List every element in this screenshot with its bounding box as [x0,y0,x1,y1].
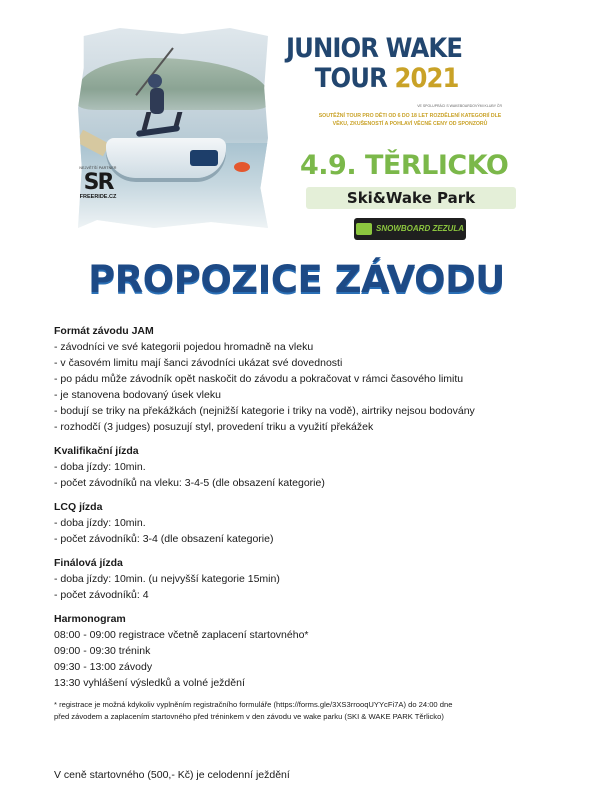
tour-subtitle [318,102,502,128]
tour-sub-tiny: VE SPOLUPRÁCI S WAKEBOARDOVÝMI KLUBY ČR [417,104,502,108]
partner-name: FREERIDE.CZ [79,194,117,200]
tour-title-line2 [286,64,484,94]
schedule-item: 09:00 - 09:30 trénink [54,645,151,657]
list-item: - doba jízdy: 10min. (u nejvyšší kategorie 15min) [54,573,280,585]
list-item: - závodníci ve své kategorii pojedou hromadně na vleku [54,341,314,353]
section-title: Finálová jízda [54,557,123,569]
event-park: Ski&Wake Park [306,187,516,209]
event-date-location: 4.9. TĚRLICKO [300,150,509,181]
list-item: - rozhodčí (3 judges) posuzují styl, provedení triku a využití překážek [54,421,374,433]
sponsor-name: SNOWBOARD ZEZULA [376,224,464,233]
list-item: - počet závodníků na vleku: 3-4-5 (dle obsazení kategorie) [54,477,325,489]
list-item: - doba jízdy: 10min. [54,517,146,529]
list-item: - v časovém limitu mají šanci závodníci ukázat své dovednosti [54,357,343,369]
tour-title-line1: JUNIOR WAKE [286,33,463,64]
rules-content [54,323,554,723]
photo-rider-head [148,74,162,88]
photo-buoy [234,162,250,172]
page-title: PROPOZICE ZÁVODU [88,258,505,301]
section-qualification [54,443,554,491]
tour-sub-text: SOUTĚŽNÍ TOUR PRO DĚTI OD 6 DO 18 LET ROZDĚLENÍ KATEGORIÍ DLE VĚKU, ZKUŠENOSTÍ A POHLAVÍ VĚCNÉ CENY OD SPONZORŮ [318,113,502,127]
section-title: Formát závodu JAM [54,325,154,337]
schedule-item: 13:30 vyhlášení výsledků a volné ježdění [54,677,245,689]
photo-rider-body [150,88,164,114]
schedule-item: 09:30 - 13:00 závody [54,661,153,673]
list-item: - je stanovena bodovaný úsek vleku [54,389,221,401]
section-schedule [54,611,554,691]
footnote-line: před závodem a zaplacením startovného před tréninkem v den závodu ve wake parku (SKI & WAKE PARK Těrlicko) [54,712,444,721]
section-title: Kvalifikační jízda [54,445,139,457]
list-item: - bodují se triky na překážkách (nejnižší kategorie i triky na vodě), airtriky nejsou bodovány [54,405,475,417]
registration-footnote [54,699,554,723]
sponsor-logo-icon [356,223,372,235]
photo-kicker-logo [190,150,218,166]
schedule-item: 08:00 - 09:00 registrace včetně zaplacení startovného* [54,629,309,641]
partner-logo [68,166,128,200]
photo-trees [78,58,268,110]
partner-logo-mark: SR [83,170,113,195]
list-item: - po pádu může závodník opět naskočit do závodu a pokračovat v rámci časového limitu [54,373,464,385]
tour-title [286,34,484,94]
tour-title-word: TOUR [314,63,387,94]
tour-title-year: 2021 [394,63,459,94]
price-note: V ceně startovného (500,- Kč) je celodenní ježdění [54,769,290,781]
partner-small-text: NEJVĚTŠÍ PARTNER [79,166,117,170]
sponsor-logo [354,218,466,240]
list-item: - počet závodníků: 3-4 (dle obsazení kategorie) [54,533,274,545]
footnote-line: * registrace je možná kdykoliv vyplněním registračního formuláře (https://forms.gle/3XS3rrooqUYYcFi7A) do 24:00 dne [54,700,453,709]
section-title: LCQ jízda [54,501,103,513]
section-format [54,323,554,435]
list-item: - počet závodníků: 4 [54,589,149,601]
section-final [54,555,554,603]
section-lcq [54,499,554,547]
section-title: Harmonogram [54,613,126,625]
list-item: - doba jízdy: 10min. [54,461,146,473]
